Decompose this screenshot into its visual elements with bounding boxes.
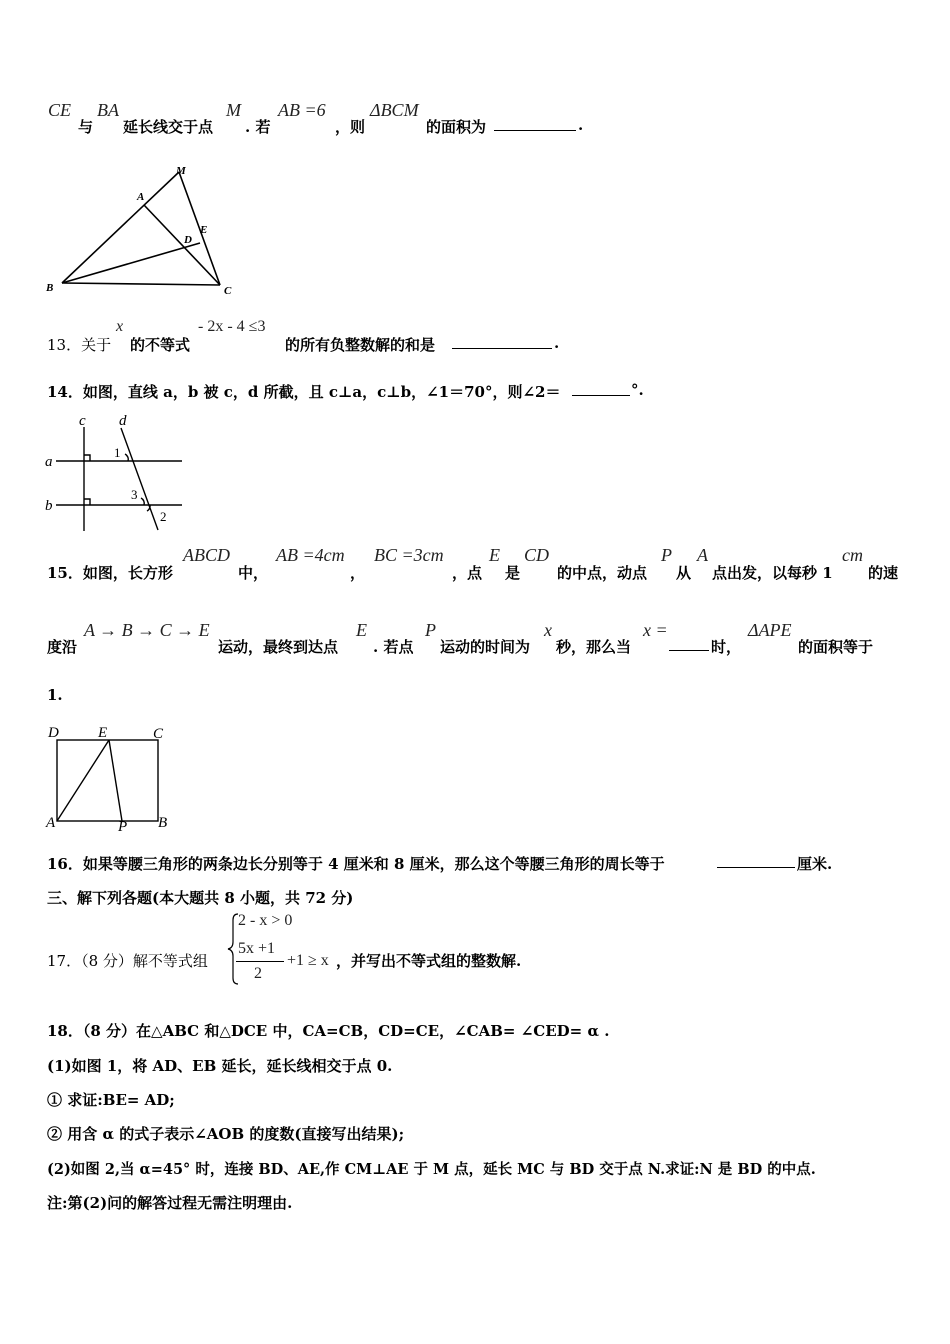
text-rest: 的所有负整数解的和是 (285, 336, 436, 354)
text-if-point: . 若点 (373, 638, 414, 656)
math-AB-eq-6: AB =6 (278, 100, 326, 120)
math-P: P (661, 545, 672, 565)
text-cong: 从 (676, 564, 692, 582)
q17-rest: ，并写出不等式组的整数解. (336, 952, 522, 970)
label-A: A (137, 191, 145, 203)
answer-blank (572, 381, 630, 396)
segment-AE (57, 740, 109, 821)
math-AB-4cm: AB =4cm (276, 545, 345, 565)
math-E-end: E (356, 620, 367, 640)
answer-blank (452, 334, 552, 349)
label-C: C (153, 726, 164, 742)
math-x: x (544, 620, 552, 640)
text-comma: ， (350, 564, 366, 582)
text-zhong: 中， (238, 564, 269, 582)
text-time: 运动的时间为 (440, 638, 531, 656)
label-angle-3: 3 (131, 487, 138, 502)
angle-3-arc (141, 498, 144, 505)
q18-line-4: ② 用含 α 的式子表示∠AOB 的度数(直接写出结果); (47, 1125, 405, 1143)
label-B: B (46, 282, 54, 294)
text-ze: ，则 (335, 118, 366, 136)
segment-EP (109, 740, 122, 821)
label-angle-2: 2 (160, 509, 167, 524)
text-area-is: 的面积为 (426, 118, 487, 136)
math-A: A (697, 545, 708, 565)
text-when: 时， (711, 638, 742, 656)
text-seconds: 秒，那么当 (556, 638, 632, 656)
inequality-2-tail: +1 ≥ x (287, 952, 329, 969)
text-extension: 延长线交于点 (123, 118, 214, 136)
figure-q12-triangle (40, 160, 250, 300)
line-d (121, 428, 158, 530)
text-midpoint: 的中点，动点 (557, 564, 648, 582)
math-M: M (226, 100, 241, 120)
label-d: d (119, 413, 127, 429)
q18-line-3: ① 求证:BE= AD; (47, 1091, 175, 1109)
label-M: M (176, 165, 186, 177)
q18-line-2: (1)如图 1，将 AD、EB 延长，延长线相交于点 0. (47, 1057, 393, 1075)
right-angle-mark-a (84, 455, 90, 461)
angle-1-arc (125, 454, 128, 461)
answer-blank (717, 853, 795, 868)
label-C: C (224, 285, 232, 297)
math-x-equals: x = (643, 620, 668, 640)
right-angle-mark-b (84, 499, 90, 505)
math-E: E (489, 545, 500, 565)
text-period: . (554, 334, 560, 352)
q15-lead: 15．如图，长方形 (47, 564, 173, 582)
math-cm: cm (842, 545, 863, 565)
rectangle-ABCD (57, 740, 158, 821)
text-inequality: 的不等式 (130, 336, 191, 354)
math-ABCD: ABCD (183, 545, 230, 565)
answer-blank (494, 116, 576, 131)
figure-q14-lines (40, 410, 190, 535)
text-period: . (578, 116, 584, 134)
label-E: E (200, 224, 208, 236)
q18-line-5: (2)如图 2,当 α=45° 时，连接 BD、AE,作 CM⊥AE 于 M 点，延长 MC 与 BD 交于点 N.求证:N 是 BD 的中点. (47, 1161, 816, 1178)
q13-lead: 13．关于 (47, 336, 112, 354)
segment-AC (144, 205, 220, 285)
figure-q15-rectangle (40, 720, 180, 835)
math-inequality: - 2x - 4 ≤3 (198, 318, 266, 335)
fraction-bar (236, 961, 284, 962)
label-a: a (45, 454, 53, 470)
label-D: D (48, 725, 59, 741)
label-E: E (98, 725, 108, 741)
fraction-numerator: 5x +1 (238, 940, 276, 957)
q17-lead: 17．（8 分）解不等式组 (47, 952, 208, 970)
text-cm-end: 厘米. (797, 855, 833, 873)
math-x: x (116, 318, 124, 335)
math-path: A → B → C → E (84, 620, 210, 640)
math-triangle-BCM: ΔBCM (370, 100, 419, 120)
fraction-denominator: 2 (254, 965, 262, 982)
label-P: P (118, 819, 128, 835)
text-degree-end: °. (631, 381, 644, 399)
segment-BC (62, 283, 220, 285)
q16-text: 16．如果等腰三角形的两条边长分别等于 4 厘米和 8 厘米，那么这个等腰三角形的周长等于 (47, 855, 665, 873)
math-P-2: P (425, 620, 436, 640)
label-b: b (45, 498, 53, 514)
math-BC-3cm: BC =3cm (374, 545, 444, 565)
text-yu: 与 (78, 118, 94, 136)
q18-line-1: 18．（8 分）在△ABC 和△DCE 中，CA=CB，CD=CE，∠CAB= ∠CED= α . (47, 1022, 610, 1040)
inequality-1: 2 - x > 0 (238, 912, 293, 929)
q15-answer-one: 1. (47, 686, 63, 704)
text-dian: ，点 (452, 564, 483, 582)
math-BA: BA (97, 100, 119, 120)
text-shi: 是 (505, 564, 521, 582)
label-c: c (79, 413, 86, 429)
section-3-title: 三、解下列各题(本大题共 8 小题，共 72 分) (47, 889, 354, 907)
text-start: 点出发，以每秒 1 (712, 564, 833, 582)
label-angle-1: 1 (114, 445, 121, 460)
answer-blank (669, 636, 709, 651)
text-move: 运动，最终到达点 (218, 638, 339, 656)
text-speed: 的速 (868, 564, 899, 582)
label-A: A (46, 815, 56, 831)
label-D: D (184, 234, 192, 246)
text-area-equals: 的面积等于 (798, 638, 874, 656)
label-B: B (158, 815, 168, 831)
text-ruo: . 若 (245, 118, 271, 136)
q14-text: 14．如图，直线 a，b 被 c，d 所截，且 c⊥a，c⊥b，∠1＝70°，则∠2＝ (47, 383, 561, 401)
q18-line-6: 注:第(2)问的解答过程无需注明理由. (47, 1194, 293, 1212)
math-triangle-APE: ΔAPE (748, 620, 792, 640)
text-along: 度沿 (47, 638, 78, 656)
math-CD: CD (524, 545, 550, 565)
math-CE: CE (48, 100, 72, 120)
